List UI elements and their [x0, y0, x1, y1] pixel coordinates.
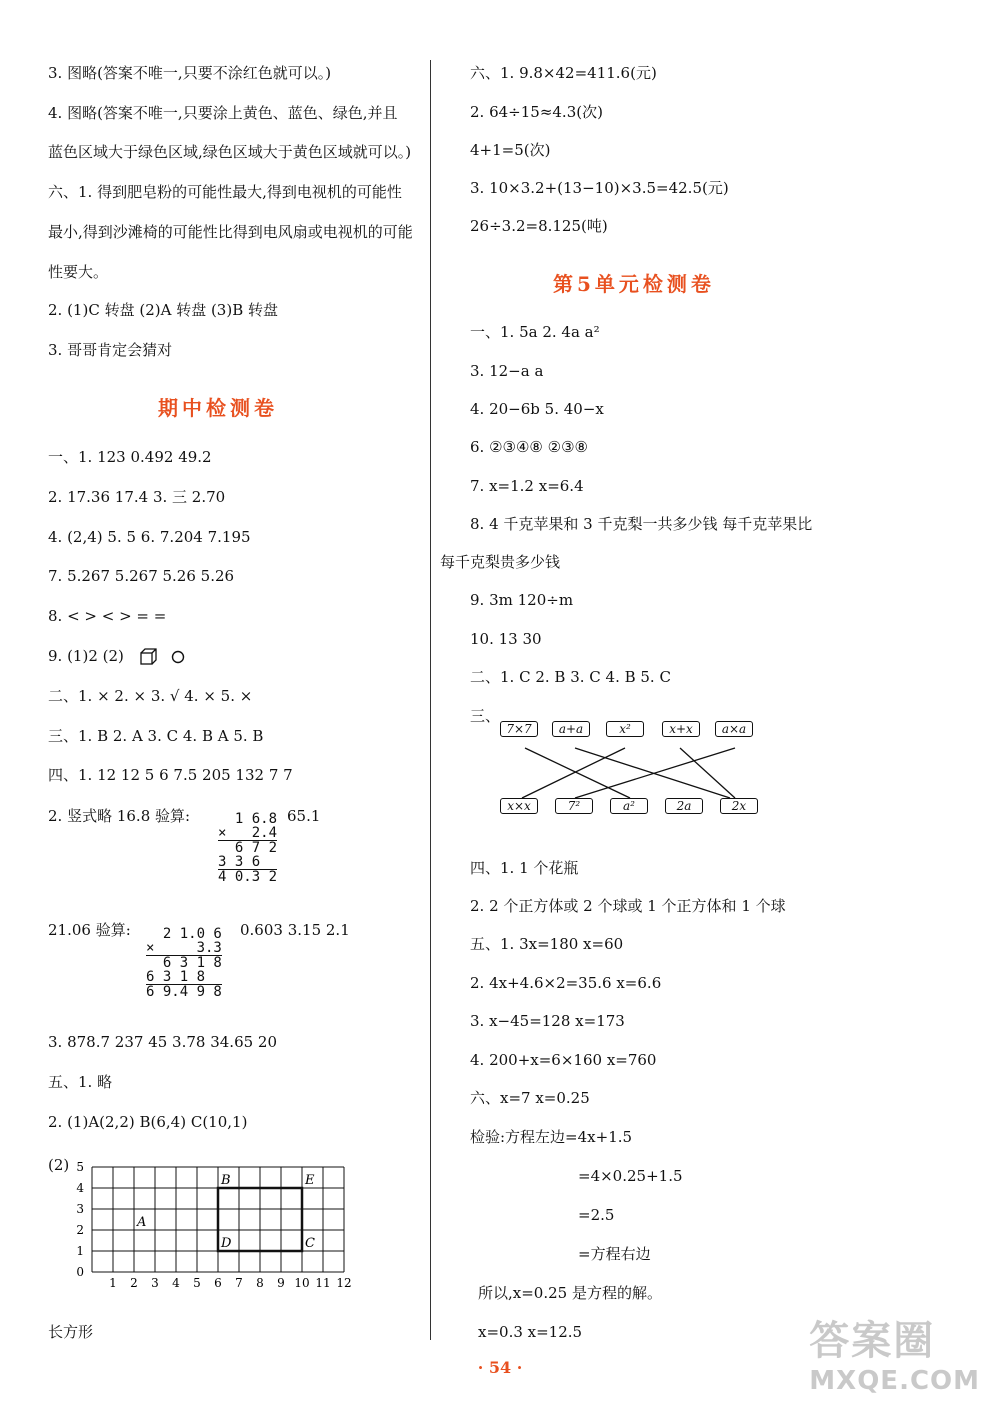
point-label-a: A: [137, 1215, 147, 1230]
coordinate-grid: [70, 1160, 370, 1295]
answer-line: 2. (1)C 转盘 (2)A 转盘 (3)B 转盘: [48, 301, 278, 319]
point-label-c: C: [305, 1236, 315, 1251]
answer-line: 4. 图略(答案不唯一,只要涂上黄色、蓝色、绿色,并且: [48, 104, 398, 122]
section-title-unit5: 第5单元检测卷: [553, 272, 715, 296]
x-tick-label: 6: [214, 1276, 222, 1290]
answer-line: 3. 10×3.2+(13−10)×3.5=42.5(元): [470, 179, 729, 197]
y-tick-label: 0: [76, 1265, 84, 1279]
match-card-top[interactable]: [715, 718, 753, 737]
answer-line: =2.5: [578, 1206, 615, 1224]
y-tick-label: 5: [76, 1160, 84, 1174]
match-label: a×a: [715, 721, 753, 737]
answer-line: 六、x=7 x=0.25: [470, 1089, 590, 1107]
answer-line: 2. (1)A(2,2) B(6,4) C(10,1): [48, 1113, 248, 1131]
match-card-bottom[interactable]: [610, 795, 648, 814]
answer-line: 检验:方程左边=4x+1.5: [470, 1128, 633, 1146]
answer-line: 六、1. 得到肥皂粉的可能性最大,得到电视机的可能性: [48, 183, 402, 201]
calc-row: 6 3 1 8: [146, 969, 222, 985]
calc-row: 3 3 6: [218, 854, 278, 870]
match-label: 2a: [665, 798, 703, 814]
answer-line: 2. 64÷15≈4.3(次): [470, 103, 603, 121]
answer-line: =4×0.25+1.5: [578, 1167, 683, 1185]
watermark: [809, 1309, 980, 1396]
x-tick-label: 3: [151, 1276, 159, 1290]
answer-value: 65.1: [287, 807, 321, 825]
match-label: a²: [610, 798, 648, 814]
match-label: 7×7: [500, 721, 538, 737]
answer-line: 4. 200+x=6×160 x=760: [470, 1051, 657, 1069]
point-label-b: B: [221, 1173, 231, 1188]
x-tick-label: 8: [256, 1276, 264, 1290]
answer-line: 六、1. 9.8×42=411.6(元): [470, 64, 657, 82]
answer-line: 三、: [470, 707, 501, 725]
answer-line: 4+1=5(次): [470, 141, 551, 159]
answer-line: 3. 12−a a: [470, 362, 544, 380]
answer-line: 所以,x=0.25 是方程的解。: [478, 1284, 662, 1302]
calc-row: 4 0.3 2: [218, 869, 278, 885]
answer-line: 6. ②③④⑧ ②③⑧: [470, 438, 588, 456]
answer-line: 3. 哥哥肯定会猜对: [48, 341, 173, 359]
match-label: x+x: [662, 721, 700, 737]
vertical-calculation-1: [218, 812, 277, 884]
answer-line: 一、1. 123 0.492 49.2: [48, 448, 212, 466]
y-tick-label: 2: [76, 1223, 84, 1237]
y-tick-label: 1: [76, 1244, 84, 1258]
answer-line: 2. 竖式略 16.8 验算:: [48, 807, 191, 825]
point-label-e: E: [305, 1173, 315, 1188]
answer-line: 每千克梨贵多少钱: [440, 553, 561, 571]
answer-line: 8. < > < > = =: [48, 607, 167, 625]
calc-row: 6 3 1 8: [146, 955, 222, 971]
answer-line: 二、1. C 2. B 3. C 4. B 5. C: [470, 668, 671, 686]
answer-line: 21.06 验算:: [48, 921, 131, 939]
point-label-d: D: [221, 1236, 232, 1251]
page-number: · 54 ·: [477, 1358, 523, 1377]
answer-line: 最小,得到沙滩椅的可能性比得到电风扇或电视机的可能: [48, 223, 413, 241]
answer-value: 0.603 3.15 2.1: [240, 921, 350, 939]
y-tick-label: 4: [76, 1181, 84, 1195]
x-tick-label: 9: [277, 1276, 285, 1290]
calc-row: 2 1.0 6: [146, 926, 222, 942]
section-title-midterm: 期中检测卷: [158, 396, 278, 420]
answer-line: 长方形: [48, 1323, 94, 1341]
x-tick-label: 10: [294, 1276, 310, 1290]
vertical-calculation-2: [146, 927, 222, 999]
watermark-logo: 答案圈: [809, 1318, 936, 1364]
y-tick-label: 3: [76, 1202, 84, 1216]
answer-line: =方程右边: [578, 1245, 651, 1263]
watermark-url: MXQE.COM: [809, 1366, 980, 1396]
answer-line: 2. 4x+4.6×2=35.6 x=6.6: [470, 974, 662, 992]
match-card-top[interactable]: [500, 718, 538, 737]
x-tick-label: 5: [193, 1276, 201, 1290]
match-card-bottom[interactable]: [665, 795, 703, 814]
match-card-bottom[interactable]: [555, 795, 593, 814]
calc-row: 6 7 2: [218, 840, 278, 856]
answer-line: 四、1. 12 12 5 6 7.5 205 132 7 7: [48, 766, 293, 784]
answer-line: 二、1. × 2. × 3. √ 4. × 5. ×: [48, 687, 253, 705]
answer-line: 一、1. 5a 2. 4a a²: [470, 323, 600, 341]
match-label: x²: [606, 721, 644, 737]
column-divider: [430, 60, 431, 1340]
match-card-top[interactable]: [662, 718, 700, 737]
answer-line: 三、1. B 2. A 3. C 4. B A 5. B: [48, 727, 264, 745]
answer-line: 4. 20−6b 5. 40−x: [470, 400, 604, 418]
answer-line: 4. (2,4) 5. 5 6. 7.204 7.195: [48, 528, 251, 546]
match-card-bottom[interactable]: [500, 795, 538, 814]
answer-line: 3. 图略(答案不唯一,只要不涂红色就可以。): [48, 64, 332, 82]
match-card-bottom[interactable]: [720, 795, 758, 814]
cube-and-circle-icon: [140, 648, 190, 666]
match-card-top[interactable]: [552, 718, 590, 737]
answer-line: 2. 17.36 17.4 3. 三 2.70: [48, 488, 226, 506]
x-tick-label: 11: [315, 1276, 331, 1290]
answer-line: 7. 5.267 5.267 5.26 5.26: [48, 567, 235, 585]
x-tick-label: 2: [130, 1276, 138, 1290]
answer-line: x=0.3 x=12.5: [478, 1323, 583, 1341]
answer-line: 3. 878.7 237 45 3.78 34.65 20: [48, 1033, 278, 1051]
answer-line: 3. x−45=128 x=173: [470, 1012, 625, 1030]
x-tick-label: 12: [336, 1276, 352, 1290]
x-tick-label: 4: [172, 1276, 180, 1290]
calc-row: 1 6.8: [218, 811, 278, 827]
calc-row: × 2.4: [218, 825, 278, 841]
answer-line: 9. (1)2 (2): [48, 647, 124, 665]
x-tick-label: 7: [235, 1276, 243, 1290]
answer-line: 26÷3.2=8.125(吨): [470, 217, 608, 235]
match-label: x×x: [500, 798, 538, 814]
calc-row: × 3.3: [146, 940, 222, 956]
answer-line: 7. x=1.2 x=6.4: [470, 477, 584, 495]
answer-line: 五、1. 略: [48, 1073, 113, 1091]
match-label: 7²: [555, 798, 593, 814]
answer-line: 五、1. 3x=180 x=60: [470, 935, 624, 953]
match-card-top[interactable]: [606, 718, 644, 737]
answer-line: 10. 13 30: [470, 630, 542, 648]
answer-line: 蓝色区域大于绿色区域,绿色区域大于黄色区域就可以。): [48, 143, 412, 161]
answer-line: 9. 3m 120÷m: [470, 591, 574, 609]
answer-line: 2. 2 个正方体或 2 个球或 1 个正方体和 1 个球: [470, 897, 786, 915]
x-tick-label: 1: [109, 1276, 117, 1290]
match-label: a+a: [552, 721, 590, 737]
answer-line: (2): [48, 1156, 70, 1174]
answer-line: 四、1. 1 个花瓶: [470, 859, 579, 877]
answer-line: 8. 4 千克苹果和 3 千克梨一共多少钱 每千克苹果比: [470, 515, 813, 533]
calc-row: 6 9.4 9 8: [146, 984, 222, 1000]
match-label: 2x: [720, 798, 758, 814]
answer-line: 性要大。: [48, 263, 109, 281]
